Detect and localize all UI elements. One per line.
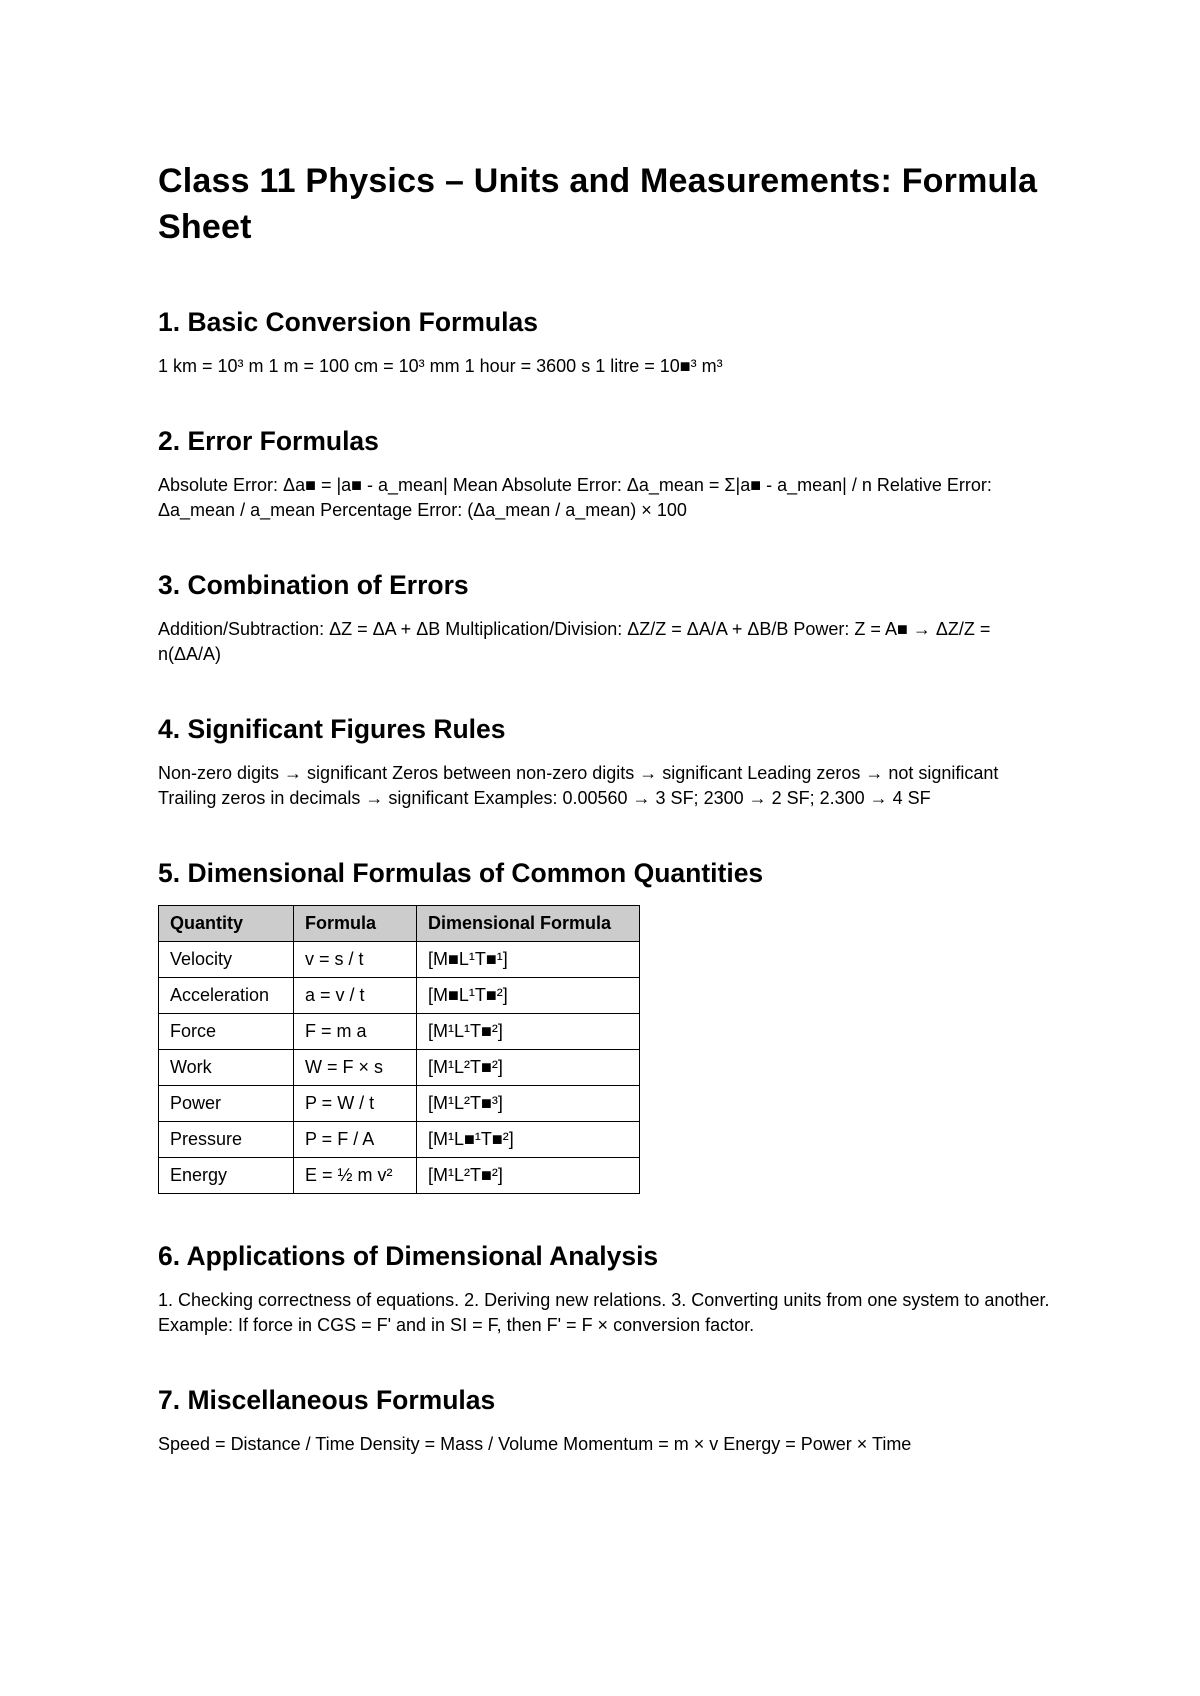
table-row — [159, 1122, 640, 1158]
cell-formula: a = v / t — [294, 978, 417, 1014]
column-header-quantity: Quantity — [159, 906, 294, 942]
section-text: Addition/Subtraction: ΔZ = ΔA + ΔB Multiplication/Division: ΔZ/Z = ΔA/A + ΔB/B Power: Z = A■ → ΔZ/Z = n(ΔA/A) — [158, 619, 996, 664]
section-text: Absolute Error: Δa■ = |a■ - a_mean| Mean Absolute Error: Δa_mean = Σ|a■ - a_mean| / n Relative Error: Δa_mean / a_mean Percentage Error: (Δa_mean / a_mean) × 100 — [158, 475, 997, 520]
section-text: Non-zero digits → significant Zeros between non-zero digits → significant Leading zeros → not significant Trailing zeros in decimals → significant Examples: 0.00560 → 3 SF; 2300 → 2 SF; 2.300 → 4 SF — [158, 763, 1004, 808]
cell-formula: P = W / t — [294, 1086, 417, 1122]
table-row — [159, 1086, 640, 1122]
cell-quantity: Work — [159, 1050, 294, 1086]
section-heading: 6. Applications of Dimensional Analysis — [158, 1241, 659, 1271]
cell-dimensional-formula: [M¹L²T■²] — [417, 1158, 640, 1194]
cell-dimensional-formula: [M¹L■¹T■²] — [417, 1122, 640, 1158]
page-title: Class 11 Physics – Units and Measurements: Formula Sheet — [158, 162, 1038, 246]
column-header-dimensional-formula: Dimensional Formula — [417, 906, 640, 942]
cell-dimensional-formula: [M¹L²T■²] — [417, 1050, 640, 1086]
cell-dimensional-formula: [M■L¹T■²] — [417, 978, 640, 1014]
cell-dimensional-formula: [M¹L¹T■²] — [417, 1014, 640, 1050]
table-row — [159, 1050, 640, 1086]
table-header-row — [159, 906, 640, 942]
section-heading: 2. Error Formulas — [158, 426, 379, 456]
section-miscellaneous — [158, 1384, 1058, 1457]
cell-quantity: Energy — [159, 1158, 294, 1194]
table-row — [159, 1158, 640, 1194]
section-significant-figures — [158, 713, 1058, 811]
cell-dimensional-formula: [M¹L²T■³] — [417, 1086, 640, 1122]
cell-formula: P = F / A — [294, 1122, 417, 1158]
cell-quantity: Force — [159, 1014, 294, 1050]
cell-formula: F = m a — [294, 1014, 417, 1050]
cell-formula: W = F × s — [294, 1050, 417, 1086]
section-error-formulas — [158, 425, 1058, 523]
section-heading: 4. Significant Figures Rules — [158, 714, 506, 744]
dimensional-formula-table — [158, 905, 640, 1194]
cell-quantity: Power — [159, 1086, 294, 1122]
section-heading: 5. Dimensional Formulas of Common Quantities — [158, 858, 764, 888]
section-heading: 3. Combination of Errors — [158, 570, 469, 600]
section-heading: 7. Miscellaneous Formulas — [158, 1385, 496, 1415]
table-row — [159, 978, 640, 1014]
cell-quantity: Acceleration — [159, 978, 294, 1014]
table-row — [159, 1014, 640, 1050]
section-dimensional-formulas — [158, 857, 1058, 1194]
cell-dimensional-formula: [M■L¹T■¹] — [417, 942, 640, 978]
section-dimensional-applications — [158, 1240, 1058, 1338]
section-text: Speed = Distance / Time Density = Mass / Volume Momentum = m × v Energy = Power × Time — [158, 1434, 912, 1454]
section-heading: 1. Basic Conversion Formulas — [158, 307, 538, 337]
cell-formula: v = s / t — [294, 942, 417, 978]
cell-formula: E = ½ m v² — [294, 1158, 417, 1194]
section-text: 1. Checking correctness of equations. 2. Deriving new relations. 3. Converting units from one system to another. Example: If force in CGS = F' and in SI = F, then F' = F × conversion factor. — [158, 1290, 1055, 1335]
column-header-formula: Formula — [294, 906, 417, 942]
section-combination-of-errors — [158, 569, 1058, 667]
section-basic-conversion — [158, 306, 1058, 379]
section-text: 1 km = 10³ m 1 m = 100 cm = 10³ mm 1 hour = 3600 s 1 litre = 10■³ m³ — [158, 356, 723, 376]
cell-quantity: Pressure — [159, 1122, 294, 1158]
document-page — [158, 158, 1058, 1457]
cell-quantity: Velocity — [159, 942, 294, 978]
table-row — [159, 942, 640, 978]
